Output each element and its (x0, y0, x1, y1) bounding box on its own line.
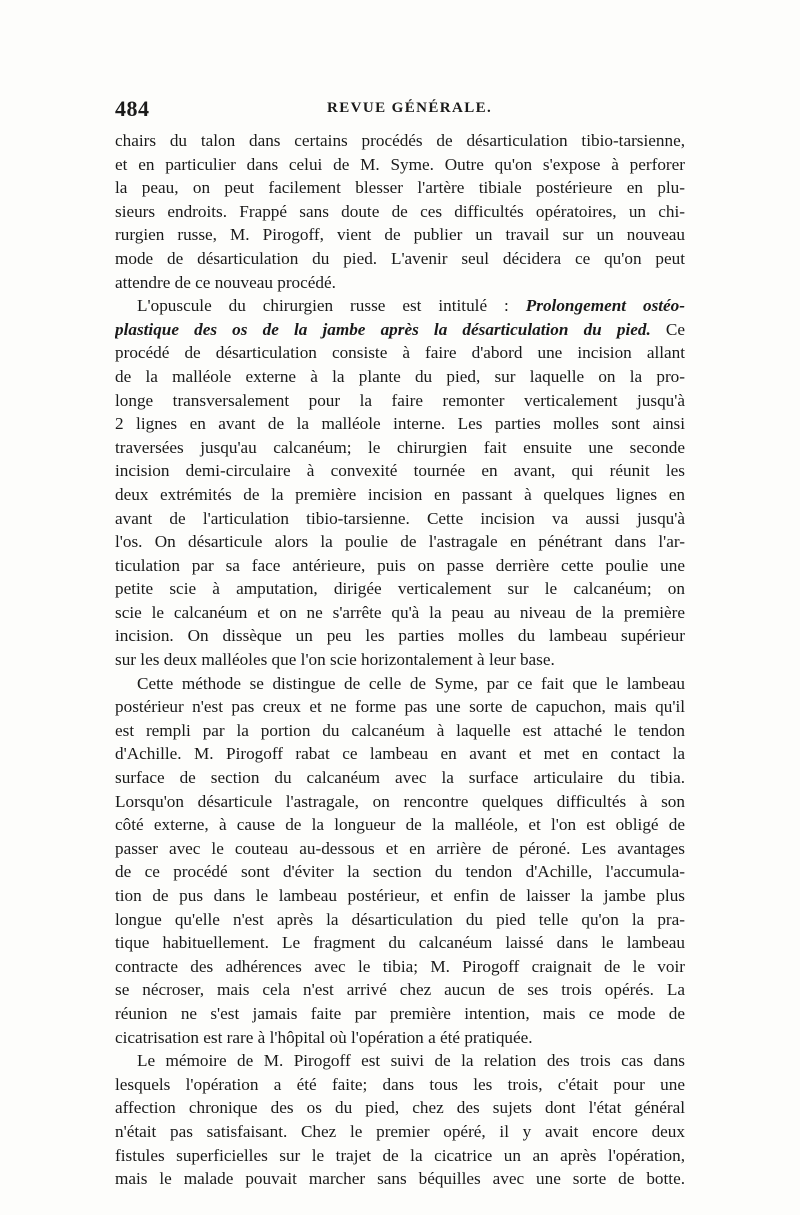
text-line: rurgien russe, M. Pirogoff, vient de publier un travail sur un nouveau (115, 225, 685, 245)
text-line: avant de l'articulation tibio-tarsienne. Cette incision va aussi jusqu'à (115, 508, 685, 528)
text-line: fistules superficielles sur le trajet de la cicatrice un an après l'opération, (115, 1145, 685, 1165)
text-line: incision. On dissèque un peu les parties molles du lambeau supérieur (115, 626, 685, 646)
text-line: deux extrémités de la première incision en passant à quelques lignes en (115, 484, 685, 504)
text-line: d'Achille. M. Pirogoff rabat ce lambeau en avant et met en contact la (115, 744, 685, 764)
text-line: de la malléole externe à la plante du pied, sur laquelle on la pro- (115, 366, 685, 386)
text-line: sur les deux malléoles que l'on scie horizontalement à leur base. (115, 650, 555, 670)
italic-title-start: Prolongement ostéo- (525, 296, 685, 316)
text-line: tique habituellement. Le fragment du calcanéum laissé dans le lambeau (115, 933, 685, 953)
text-line: attendre de ce nouveau procédé. (115, 272, 336, 292)
text-line: la peau, on peut facilement blesser l'artère tibiale postérieure en plu- (115, 178, 685, 198)
text-line: affection chronique des os du pied, chez des sujets dont l'état général (115, 1098, 685, 1118)
text-line: chairs du talon dans certains procédés de désarticulation tibio-tarsienne, (115, 131, 685, 150)
text-line: et en particulier dans celui de M. Syme. Outre qu'on s'expose à perforer (115, 154, 685, 174)
text-line: postérieur n'est pas creux et ne forme pas une sorte de capuchon, mais qu'il (115, 697, 685, 717)
text-line: 2 lignes en avant de la malléole interne. Les parties molles sont ainsi (115, 414, 685, 434)
text-line: sieurs endroits. Frappé sans doute de ces difficultés opératoires, un chi- (115, 201, 685, 221)
text-line (115, 318, 685, 342)
text-line: l'os. On désarticule alors la poulie de l'astragale en pénétrant dans l'ar- (115, 532, 685, 552)
text-line: petite scie à amputation, dirigée verticalement sur le calcanéum; on (115, 579, 685, 599)
text-line-tail: Ce (665, 319, 685, 339)
text-line: n'était pas satisfaisant. Chez le premier opéré, il y avait encore deux (115, 1121, 685, 1141)
italic-title-end: plastique des os de la jambe après la désarticulation du pied. (115, 319, 651, 339)
text-line: passer avec le couteau au-dessous et en arrière de péroné. Les avantages (115, 838, 685, 858)
text-line: est rempli par la portion du calcanéum à laquelle est attaché le tendon (115, 720, 685, 740)
paragraph-start-line (115, 294, 685, 318)
running-head (115, 96, 685, 126)
text-line: réunion ne s'est jamais faite par première intention, mais ce mode de (115, 1003, 685, 1023)
text-line: se nécroser, mais cela n'est arrivé chez aucun de ses trois opérés. La (115, 980, 685, 1000)
text-line: tion de pus dans le lambeau postérieur, et enfin de laisser la jambe plus (115, 886, 685, 905)
text-line: de ce procédé sont d'éviter la section du tendon d'Achille, l'accumula- (115, 862, 685, 882)
text-line: longe transversalement pour la faire remonter verticalement jusqu'à (115, 390, 685, 410)
text-line: mode de désarticulation du pied. L'avenir seul décidera ce qu'on peut (115, 248, 685, 268)
text-line: Lorsqu'on désarticule l'astragale, on rencontre quelques difficultés à son (115, 791, 685, 811)
journal-title: REVUE GÉNÉRALE. (327, 100, 493, 116)
text-line: mais le malade pouvait marcher sans béquilles avec une sorte de botte. (115, 1169, 685, 1189)
page-number: 484 (115, 96, 150, 121)
text-line: scie le calcanéum et on ne s'arrête qu'à la peau au niveau de la première (115, 602, 685, 622)
paragraph-start-line: Le mémoire de M. Pirogoff est suivi de la relation des trois cas dans (137, 1051, 685, 1071)
text-line: côté externe, à cause de la longueur de la malléole, et l'on est obligé de (115, 815, 685, 835)
text-line-lead: L'opuscule du chirurgien russe est intitulé : (137, 296, 526, 316)
text-line: surface de section du calcanéum avec la surface articulaire du tibia. (115, 768, 685, 788)
text-line: ticulation par sa face antérieure, puis on passe derrière cette poulie une (115, 555, 685, 575)
paragraph-start-line: Cette méthode se distingue de celle de Syme, par ce fait que le lambeau (137, 673, 685, 693)
text-line: incision demi-circulaire à convexité tournée en avant, qui réunit les (115, 461, 685, 481)
text-line: longue qu'elle n'est après la désarticulation du pied telle qu'on la pra- (115, 909, 685, 929)
body-text (115, 129, 685, 1191)
text-line: cicatrisation est rare à l'hôpital où l'opération a été pratiquée. (115, 1027, 533, 1047)
text-line: procédé de désarticulation consiste à faire d'abord une incision allant (115, 343, 685, 363)
text-line: contracte des adhérences avec le tibia; M. Pirogoff craignait de le voir (115, 956, 685, 976)
text-line: traversées jusqu'au calcanéum; le chirurgien fait ensuite une seconde (115, 437, 685, 457)
text-line: lesquels l'opération a été faite; dans tous les trois, c'était pour une (115, 1074, 685, 1094)
